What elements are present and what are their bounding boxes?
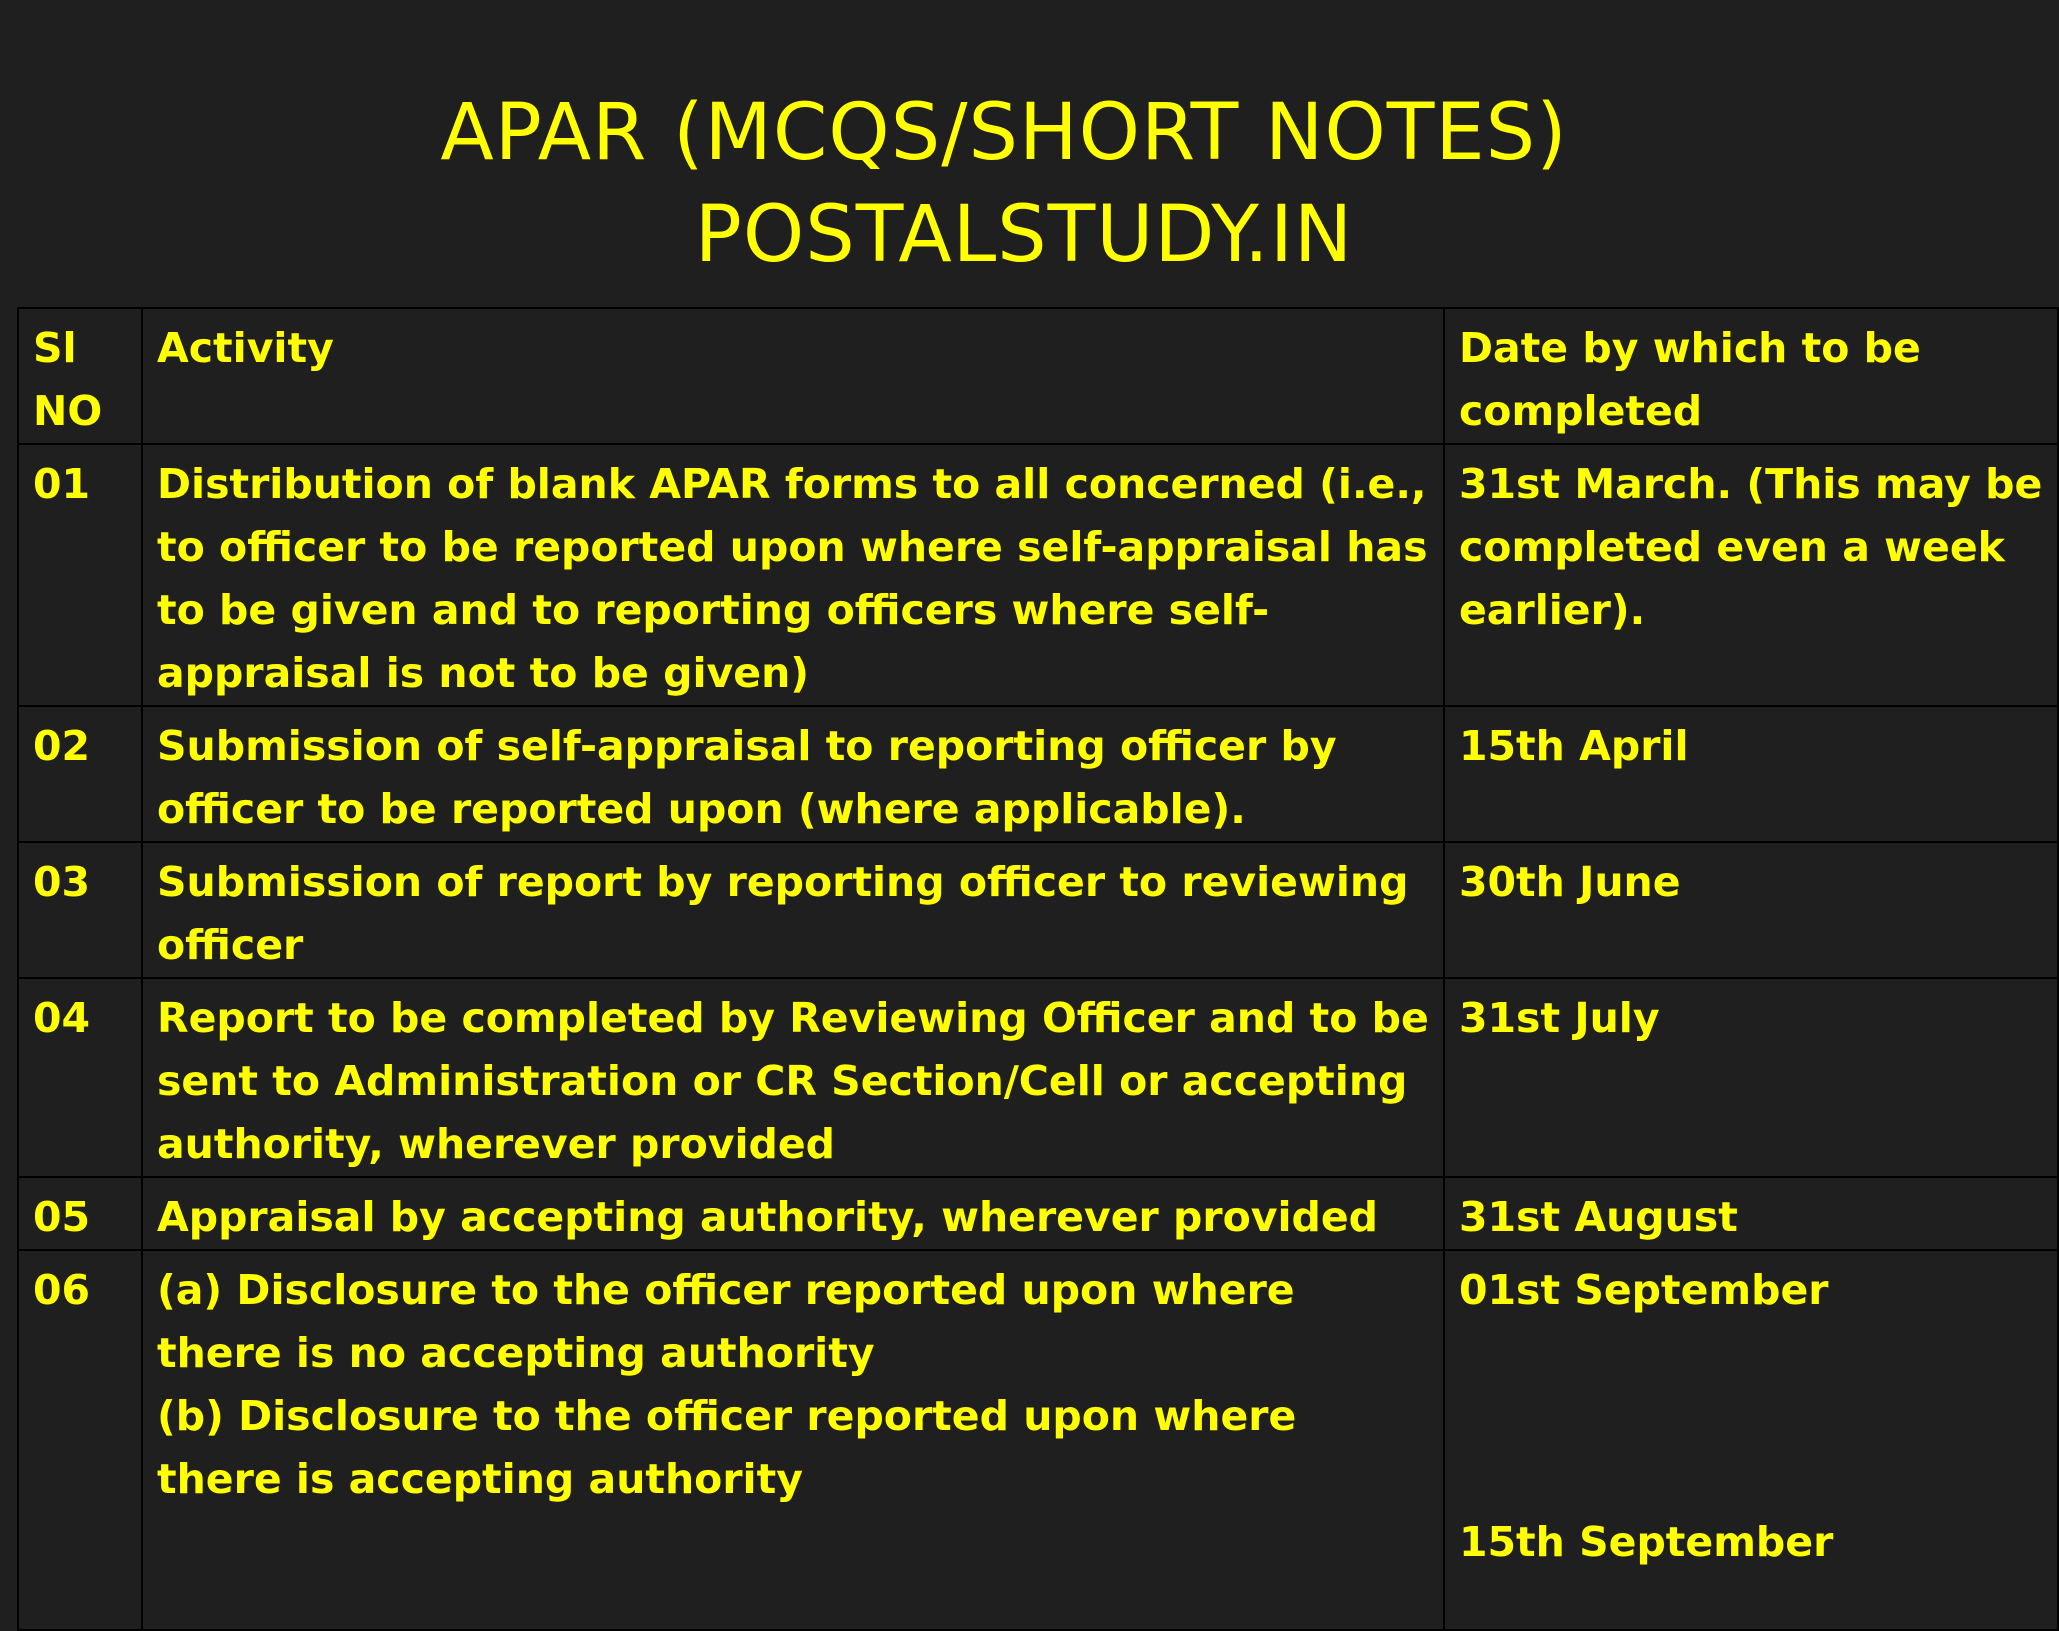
title-line-1: APAR (MCQS/SHORT NOTES) <box>440 88 1568 178</box>
table-row <box>18 1177 2058 1250</box>
table-row <box>18 444 2058 706</box>
row-date: 31st March. (This may be completed even a week earlier). <box>1444 444 2058 706</box>
row-sl-no: 02 <box>18 706 142 842</box>
header-date: Date by which to be completed <box>1444 308 2058 444</box>
row-sl-no: 05 <box>18 1177 142 1250</box>
row-date: 15th April <box>1444 706 2058 842</box>
row-sl-no: 06 <box>18 1250 142 1630</box>
row-activity <box>142 1250 1444 1630</box>
row-activity: Submission of report by reporting officer to reviewing officer <box>142 842 1444 978</box>
apar-schedule-table <box>17 307 2059 1631</box>
row-activity: Submission of self-appraisal to reporting officer by officer to be reported upon (where applicable). <box>142 706 1444 842</box>
row-date: 30th June <box>1444 842 2058 978</box>
row-date-part-a: 01st September <box>1459 1266 1829 1314</box>
row-activity: Distribution of blank APAR forms to all concerned (i.e., to officer to be reported upon where self-appraisal has to be given and to reporting officers where self-appraisal is not to be given) <box>142 444 1444 706</box>
row-date: 31st July <box>1444 978 2058 1177</box>
row-activity: Appraisal by accepting authority, wherever provided <box>142 1177 1444 1250</box>
row-activity-part-b: (b) Disclosure to the officer reported upon where there is accepting authority <box>157 1392 1297 1503</box>
title-line-2: POSTALSTUDY.IN <box>694 190 1354 280</box>
header-sl-no: Sl NO <box>18 308 142 444</box>
row-sl-no: 03 <box>18 842 142 978</box>
header-activity: Activity <box>142 308 1444 444</box>
table-row <box>18 1250 2058 1630</box>
table-header-row <box>18 308 2058 444</box>
table-row <box>18 706 2058 842</box>
row-sl-no: 01 <box>18 444 142 706</box>
row-date <box>1444 1250 2058 1630</box>
table-row <box>18 978 2058 1177</box>
row-date-spacer <box>1459 1322 2043 1448</box>
table-row <box>18 842 2058 978</box>
row-date: 31st August <box>1444 1177 2058 1250</box>
row-activity: Report to be completed by Reviewing Officer and to be sent to Administration or CR Section/Cell or accepting authority, wherever provided <box>142 978 1444 1177</box>
row-sl-no: 04 <box>18 978 142 1177</box>
row-date-part-b: 15th September <box>1459 1518 1834 1566</box>
row-activity-part-a: (a) Disclosure to the officer reported upon where there is no accepting authority <box>157 1266 1295 1377</box>
slide-title <box>0 82 2048 286</box>
